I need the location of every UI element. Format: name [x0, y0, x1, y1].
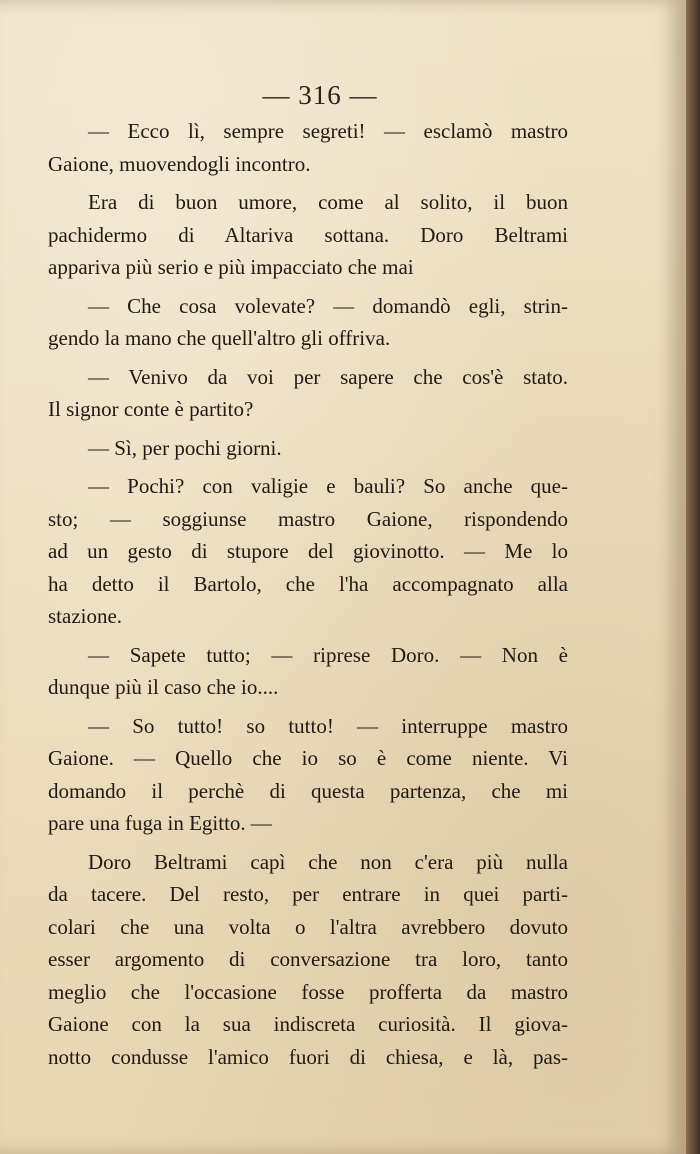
- text-line: — Pochi? con valigie e bauli? So anche que-: [88, 474, 568, 498]
- text-line: pare una fuga in Egitto. —: [48, 811, 272, 835]
- text-line: meglio che l'occasione fosse profferta da mastro: [48, 979, 568, 1004]
- text-line: pachidermo di Altariva sottana. Doro Beltrami: [48, 222, 568, 247]
- text-line: Gaione, muovendogli incontro.: [48, 151, 311, 176]
- text-line: Il signor conte è partito?: [48, 397, 254, 421]
- text-line: gendo la mano che quell'altro gli offriva.: [48, 326, 391, 350]
- text-line: stazione.: [48, 604, 123, 628]
- text-line: Doro Beltrami capì che non c'era più nulla: [88, 849, 568, 874]
- text-line: ha detto il Bartolo, che l'ha accompagnato alla: [48, 571, 568, 596]
- text-line: sto; — soggiunse mastro Gaione, rispondendo: [48, 506, 568, 531]
- text-line: Gaione con la sua indiscreta curiosità. Il giova-: [48, 1012, 568, 1036]
- text-line: notto condusse l'amico fuori di chiesa, e là, pas-: [48, 1044, 568, 1069]
- text-line: da tacere. Del resto, per entrare in quei parti-: [48, 882, 568, 906]
- page-number: — 316 —: [262, 80, 378, 110]
- text-line: — So tutto! so tutto! — interruppe mastro: [88, 713, 568, 738]
- text-line: — Venivo da voi per sapere che cos'è stato.: [88, 364, 568, 389]
- text-line: esser argomento di conversazione tra loro, tanto: [48, 947, 568, 971]
- text-line: appariva più serio e più impacciato che mai: [48, 255, 414, 279]
- text-line: — Sì, per pochi giorni.: [88, 435, 282, 460]
- body-text: [48, 115, 568, 1073]
- text-line: — Che cosa volevate? — domandò egli, strin-: [88, 293, 568, 318]
- text-line: — Sapete tutto; — riprese Doro. — Non è: [88, 642, 568, 667]
- book-gutter-edge: [686, 0, 700, 1154]
- text-line: ad un gesto di stupore del giovinotto. — Me lo: [48, 539, 568, 563]
- text-line: — Ecco lì, sempre segreti! — esclamò mastro: [88, 119, 568, 143]
- text-line: colari che una volta o l'altra avrebbero dovuto: [48, 914, 568, 939]
- text-line: Gaione. — Quello che io so è come niente. Vi: [48, 746, 568, 770]
- text-line: Era di buon umore, come al solito, il buon: [88, 190, 568, 214]
- text-line: dunque più il caso che io....: [48, 675, 279, 699]
- text-line: domando il perchè di questa partenza, che mi: [48, 778, 568, 803]
